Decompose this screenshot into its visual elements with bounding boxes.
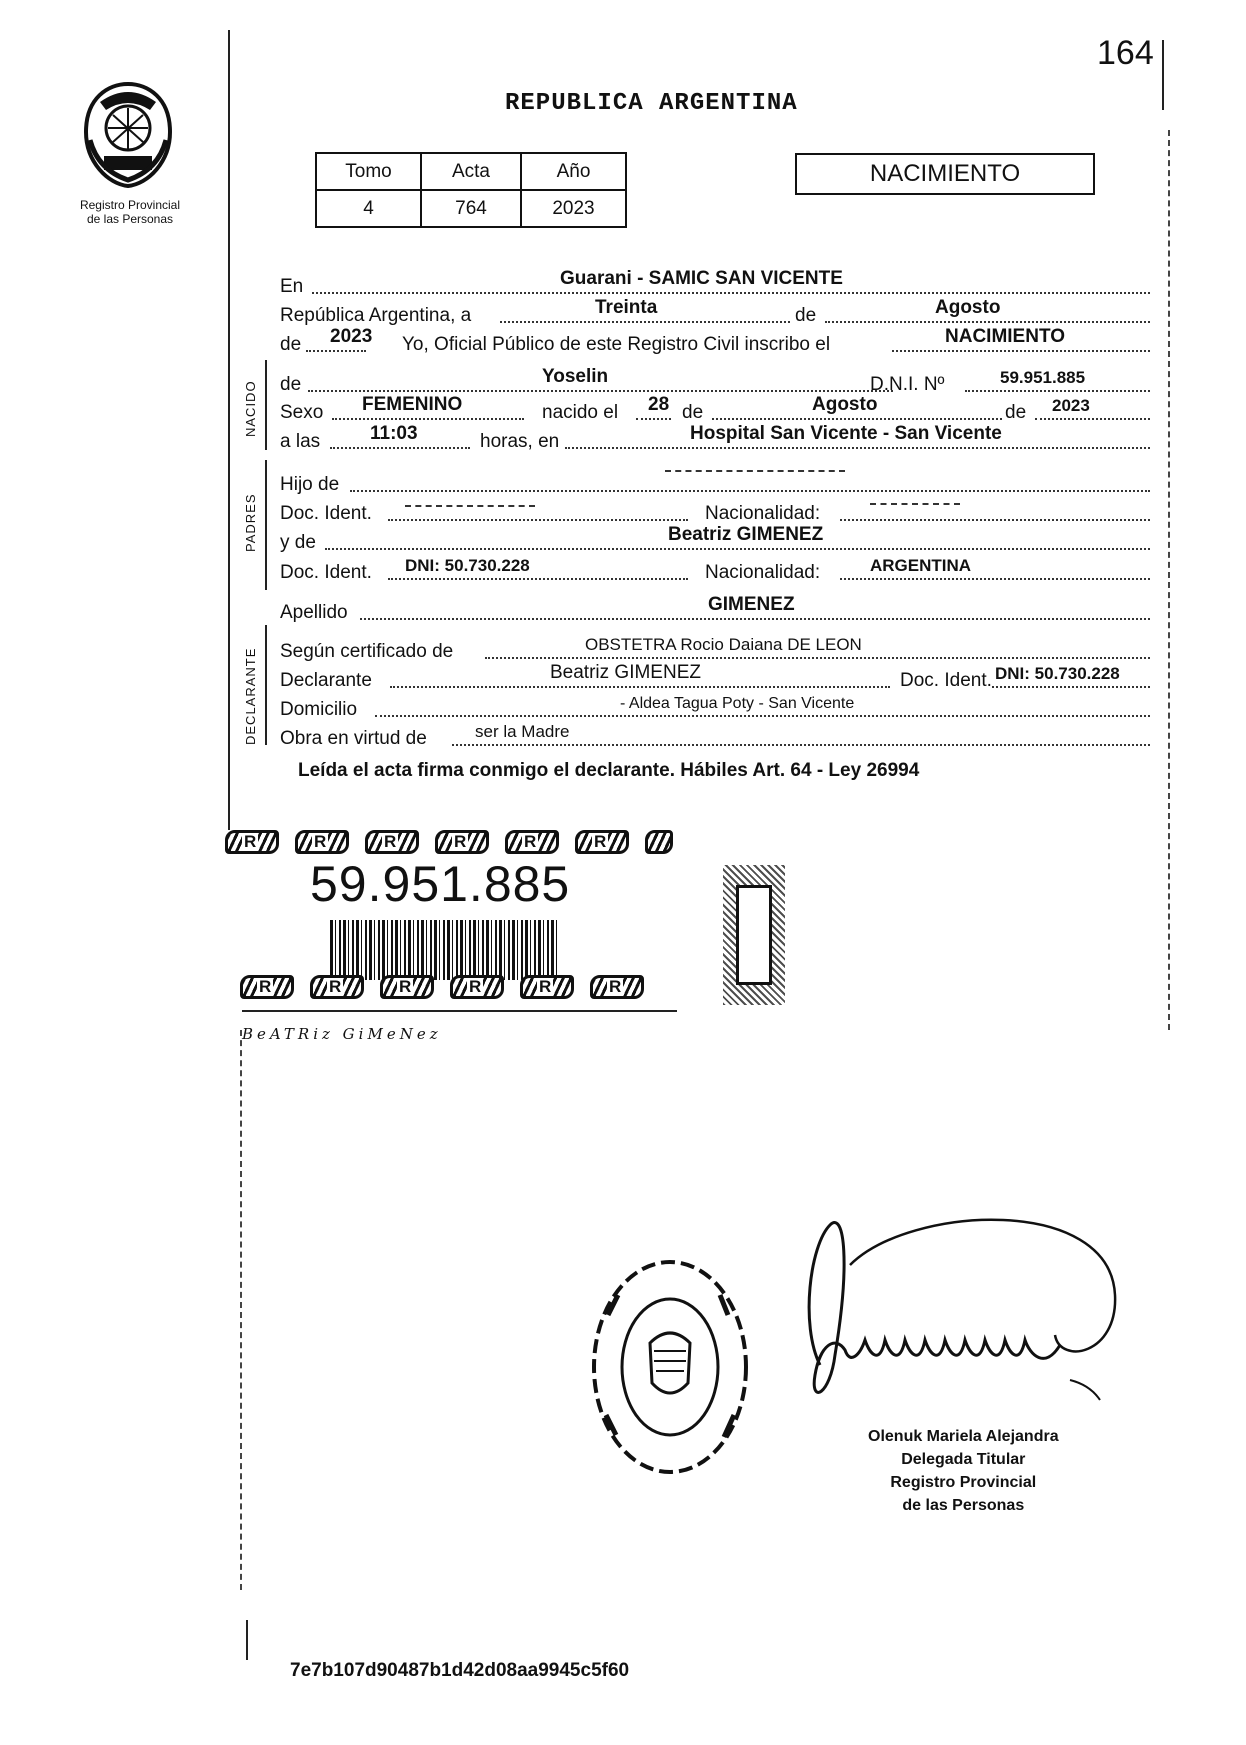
month-value: Agosto [935, 297, 1001, 318]
security-mark-icon: R [295, 830, 349, 854]
right-dashed-line [1168, 130, 1170, 1030]
mother-nationality: ARGENTINA [870, 556, 972, 575]
barcode-icon [330, 920, 560, 980]
father-nationality-redacted [870, 503, 960, 505]
row-father-doc: Doc. Ident. Nacionalidad: [280, 495, 1150, 525]
birth-time: 11:03 [370, 423, 418, 444]
address-value: - Aldea Tagua Poty - San Vicente [620, 695, 855, 712]
row-domicilio: Domicilio - Aldea Tagua Poty - San Vicente [280, 691, 1150, 721]
row-mother-doc: Doc. Ident. DNI: 50.730.228 Nacionalidad: ARGENTINA [280, 554, 1150, 584]
birth-month: Agosto [812, 394, 878, 415]
declarant-doc: DNI: 50.730.228 [995, 664, 1120, 683]
security-mark-icon: R [590, 975, 644, 999]
security-mark-icon: R [365, 830, 419, 854]
page-number: 164 [1097, 34, 1154, 72]
child-dni: 59.951.885 [1000, 368, 1086, 387]
father-doc-redacted [405, 505, 535, 507]
mother-doc: DNI: 50.730.228 [405, 556, 530, 575]
legal-note: Leída el acta firma conmigo el declarante. Hábiles Art. 64 - Ley 26994 [298, 760, 920, 781]
birth-day: 28 [648, 394, 670, 415]
surname-value: GIMENEZ [708, 594, 795, 615]
left-dashed-line [240, 1030, 242, 1590]
certifier-value: OBSTETRA Rocio Daiana DE LEON [585, 635, 862, 654]
event-value: NACIMIENTO [945, 326, 1065, 347]
sex-value: FEMENINO [362, 394, 463, 415]
mother-name: Beatriz GIMENEZ [668, 524, 824, 545]
security-sticker-row-top [225, 830, 673, 854]
father-redacted [665, 470, 845, 472]
signatory-org-2: de las Personas [902, 1497, 1025, 1514]
row-republica: República Argentina, a Treinta de Agosto [280, 297, 1150, 327]
stamp-divider [242, 1010, 677, 1012]
row-name: de Yoselin D.N.I. Nº 59.951.885 [280, 366, 1150, 396]
signatory-role: Delegada Titular [901, 1451, 1026, 1468]
row-apellido: Apellido GIMENEZ [280, 594, 1150, 624]
padres-bracket [265, 460, 267, 590]
record-type-box: NACIMIENTO [795, 153, 1095, 195]
security-mark-icon: R [450, 975, 504, 999]
birth-place: Hospital San Vicente - San Vicente [690, 423, 1002, 444]
day-value: Treinta [595, 297, 658, 318]
security-sticker-row-bottom [240, 975, 644, 999]
row-obra: Obra en virtud de ser la Madre [280, 720, 1150, 750]
row-hora: a las 11:03 horas, en Hospital San Vicente - San Vicente [280, 423, 1150, 453]
official-seal-icon [588, 1255, 753, 1480]
right-margin-line [1162, 40, 1164, 110]
security-mark-icon: R [435, 830, 489, 854]
security-mark-icon: R [310, 975, 364, 999]
security-mark-icon: R [575, 830, 629, 854]
document-title: REPUBLICA ARGENTINA [505, 90, 798, 117]
row-sexo: Sexo FEMENINO nacido el 28 de Agosto de 2023 [280, 394, 1150, 424]
security-mark-icon: R [505, 830, 559, 854]
declarante-bracket [265, 625, 267, 745]
hologram-seal-icon [736, 885, 772, 985]
anio-value: 2023 [521, 190, 626, 227]
reason-value: ser la Madre [475, 722, 570, 741]
id-number: 59.951.885 [310, 856, 571, 912]
signatory-org: Registro Provincial [890, 1474, 1037, 1491]
birth-year: 2023 [1052, 396, 1090, 415]
security-mark-icon: R [240, 975, 294, 999]
row-mother: y de Beatriz GIMENEZ [280, 524, 1150, 554]
row-inscribo: de 2023 Yo, Oficial Público de este Registro Civil inscribo el NACIMIENTO [280, 326, 1150, 356]
child-name: Yoselin [542, 366, 609, 387]
place-value: Guarani - SAMIC SAN VICENTE [560, 268, 843, 289]
row-hijo-de: Hijo de [280, 466, 1150, 496]
security-mark-icon: R [225, 830, 279, 854]
declarant-name: Beatriz GIMENEZ [550, 662, 701, 683]
province-coat-of-arms-icon [78, 80, 178, 190]
document-hash: 7e7b107d90487b1d42d08aa9945c5f60 [290, 1660, 630, 1681]
year-value: 2023 [330, 326, 373, 347]
tomo-value: 4 [316, 190, 421, 227]
nacido-side-label: NACIDO [243, 380, 258, 437]
row-en: En Guarani - SAMIC SAN VICENTE [280, 268, 1150, 298]
bottom-margin-line [246, 1620, 248, 1660]
row-declarante: Declarante Beatriz GIMENEZ Doc. Ident. DNI: 50.730.228 [280, 662, 1150, 692]
registry-name: Registro Provincial de las Personas [79, 198, 181, 226]
security-mark-icon [645, 830, 673, 854]
signature-icon [790, 1205, 1150, 1425]
security-mark-icon: R [520, 975, 574, 999]
tomo-header: Tomo [316, 153, 421, 190]
record-table [315, 152, 627, 228]
security-mark-icon: R [380, 975, 434, 999]
signatory-block [868, 1425, 1059, 1517]
declarante-side-label: DECLARANTE [243, 647, 258, 745]
acta-header: Acta [421, 153, 521, 190]
padres-side-label: PADRES [243, 493, 258, 552]
left-margin-line [228, 30, 230, 830]
handwritten-name: BeATRiz GiMeNez [242, 1025, 442, 1043]
signatory-name: Olenuk Mariela Alejandra [868, 1428, 1059, 1445]
row-certificado: Según certificado de OBSTETRA Rocio Daiana DE LEON [280, 633, 1150, 663]
acta-value: 764 [421, 190, 521, 227]
nacido-bracket [265, 360, 267, 450]
anio-header: Año [521, 153, 626, 190]
